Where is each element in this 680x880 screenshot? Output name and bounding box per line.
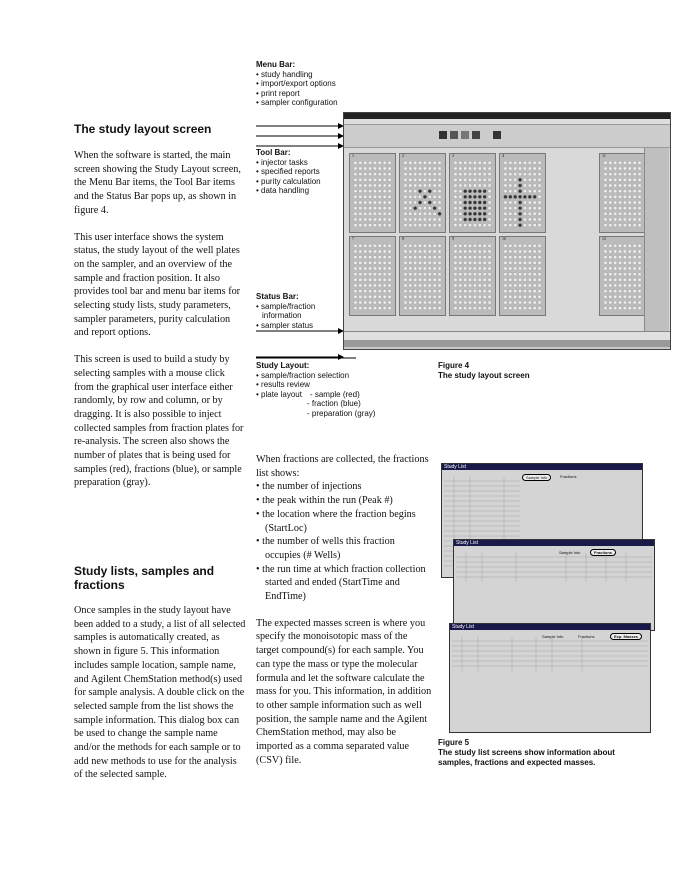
figure4-screenshot xyxy=(343,112,671,350)
callout-study-layout-title: Study Layout: xyxy=(256,361,310,370)
plate-number: 4 xyxy=(502,153,504,158)
arrow-study-layout xyxy=(256,302,356,358)
fractions-intro: When fractions are collected, the fractions list shows: xyxy=(256,454,429,479)
figure5-caption xyxy=(438,738,638,768)
expected-masses-paragraph: The expected masses screen is where you specify the monoisotopic mass of the target compound(s) for each sample. You can type the mass or type the molecular formula and let the software calculate the mass for you. This information, in addition to other sample information such as well position, the sample name and the Agilent ChemStation method, may also be imported as a comma separated value (CSV) file. xyxy=(256,617,432,766)
plate-wells xyxy=(600,154,645,232)
callout-tool-bar-item: • injector tasks xyxy=(256,158,346,168)
tab-sample-info[interactable]: Sample Info xyxy=(542,634,564,639)
plate-number: 10 xyxy=(502,236,506,241)
toolbar-icons xyxy=(439,131,519,141)
plate-8 xyxy=(399,236,446,316)
plate-sub-item: - sample (red) xyxy=(309,389,360,399)
plate-number: 11 xyxy=(602,153,606,158)
figure4-label: Figure 4 xyxy=(438,361,470,370)
taskbar xyxy=(344,340,670,347)
figure5-label: Figure 5 xyxy=(438,738,470,747)
fractions-list-item: • the number of injections xyxy=(256,480,432,494)
plate-wells xyxy=(400,154,445,232)
section1-paragraph-1: When the software is started, the main screen showing the Study Layout screen, the Menu Bar items, the Tool Bar items and the Status Bar pops up, as shown in figure 4. xyxy=(74,150,241,216)
callout-tool-bar-item: • specified reports xyxy=(256,167,346,177)
fractions-section xyxy=(256,453,432,780)
layout-scrollbar[interactable] xyxy=(644,148,669,331)
status-bar xyxy=(344,331,670,340)
dialog-title: Study List xyxy=(442,464,642,470)
plate-wells xyxy=(600,237,645,315)
tab-fractions[interactable]: Fractions xyxy=(578,634,595,639)
fractions-list-item: • the peak within the run (Peak #) xyxy=(256,494,432,508)
figure5-caption-text: The study list screens show information about samples, fractions and expected masses. xyxy=(438,748,615,767)
tab-exp-masses[interactable]: Exp. Masses xyxy=(610,633,642,640)
plate-3 xyxy=(449,153,496,233)
callout-status-bar-item: • sampler status xyxy=(256,321,346,331)
plate-wells xyxy=(450,237,495,315)
figure4-caption xyxy=(438,361,558,381)
plate-number: 7 xyxy=(352,236,354,241)
callout-menu-bar-item: • study handling xyxy=(256,70,346,80)
dialog-title: Study List xyxy=(454,540,654,546)
tool-bar xyxy=(344,125,670,148)
tab-fractions[interactable]: Fractions xyxy=(590,549,616,556)
section-heading-study-lists: Study lists, samples and fractions xyxy=(74,564,215,592)
tab-sample-info[interactable]: Sample Info xyxy=(559,550,581,555)
callout-menu-bar-title: Menu Bar: xyxy=(256,60,296,69)
plate-number: 1 xyxy=(352,153,354,158)
fractions-list-item: • the run time at which fraction collection started and ended (StartTime and EndTime) xyxy=(256,563,432,604)
fractions-list-item: • the number of wells this fraction occupies (# Wells) xyxy=(256,535,432,562)
plate-wells xyxy=(350,154,395,232)
callout-study-layout-item-text: plate layout xyxy=(261,389,302,399)
plate-sub-item: - preparation (gray) xyxy=(307,408,376,418)
plate-number: 3 xyxy=(452,153,454,158)
section1-paragraph-2: This user interface shows the system status, the study layout of the well plates on the sampler, and an overview of the sample and fraction position. It also provides tool bar and menu bar items for selecting study lists, study parameters, sampler parameters, purity calculation and report options. xyxy=(74,231,241,339)
callout-arrows xyxy=(256,110,356,400)
plate-1 xyxy=(349,153,396,233)
callout-menu-bar xyxy=(256,60,346,108)
dialog-title: Study List xyxy=(450,624,650,630)
plate-wells xyxy=(400,237,445,315)
plate-sub-item: - fraction (blue) xyxy=(307,399,361,409)
callout-status-bar-item: • sample/fraction information xyxy=(256,302,346,321)
plate-number: 9 xyxy=(452,236,454,241)
study-list-dialog-exp-masses xyxy=(449,623,651,733)
callout-tool-bar-item: • purity calculation xyxy=(256,177,346,187)
plate-wells xyxy=(500,154,545,232)
section1-paragraph-3: This screen is used to build a study by selecting samples with a mouse click from the graphical user interface either randomly, by row and column, or by dragging. It is also possible to inject collected samples from fraction plates for re-analysis. The screen also shows the number of plates that is being used for samples (red), fractions (blue), or sample preparation (gray). xyxy=(74,354,244,489)
tab-sample-info[interactable]: Sample Info xyxy=(522,474,551,481)
callout-tool-bar-title: Tool Bar: xyxy=(256,148,291,157)
callout-study-layout-item: • results review xyxy=(256,380,416,390)
plate-wells xyxy=(500,237,545,315)
plate-11 xyxy=(599,153,646,233)
study-list-dialog-fractions xyxy=(453,539,655,631)
figure4-caption-text: The study layout screen xyxy=(438,371,530,380)
tab-fractions[interactable]: Fractions xyxy=(560,474,577,479)
callout-tool-bar-item: • data handling xyxy=(256,186,346,196)
plate-2 xyxy=(399,153,446,233)
plate-number: 8 xyxy=(402,236,404,241)
fractions-table xyxy=(456,549,652,627)
plate-wells xyxy=(450,154,495,232)
plate-12 xyxy=(599,236,646,316)
plate-7 xyxy=(349,236,396,316)
callout-menu-bar-item: • print report xyxy=(256,89,346,99)
plate-number: 2 xyxy=(402,153,404,158)
plate-10 xyxy=(499,236,546,316)
callout-status-bar-title: Status Bar: xyxy=(256,292,299,301)
callout-study-layout-item: • sample/fraction selection xyxy=(256,371,416,381)
section-heading-study-layout: The study layout screen xyxy=(74,122,212,136)
section1-body xyxy=(74,149,246,503)
plate-4 xyxy=(499,153,546,233)
fractions-list xyxy=(256,480,432,603)
section2-paragraph-1: Once samples in the study layout have been added to a study, a list of all selected samples is automatically created, as shown in figure 5. This information includes sample location, sample name, and Agilent ChemStation method(s) used for sample analysis. A double click on the selected sample from the list shows the sample information. This dialog box can be used to change the sample name and/or the methods for each sample or to add new methods to use for the analysis of the selected sample. xyxy=(74,605,246,781)
study-layout-area xyxy=(344,148,670,331)
fractions-list-item: • the location where the fraction begins (StartLoc) xyxy=(256,508,432,535)
plate-9 xyxy=(449,236,496,316)
exp-masses-table xyxy=(452,633,648,729)
callout-menu-bar-item: • sampler configuration xyxy=(256,98,346,108)
plate-wells xyxy=(350,237,395,315)
section2-body xyxy=(74,604,246,795)
callout-menu-bar-item: • import/export options xyxy=(256,79,346,89)
plate-number: 12 xyxy=(602,236,606,241)
